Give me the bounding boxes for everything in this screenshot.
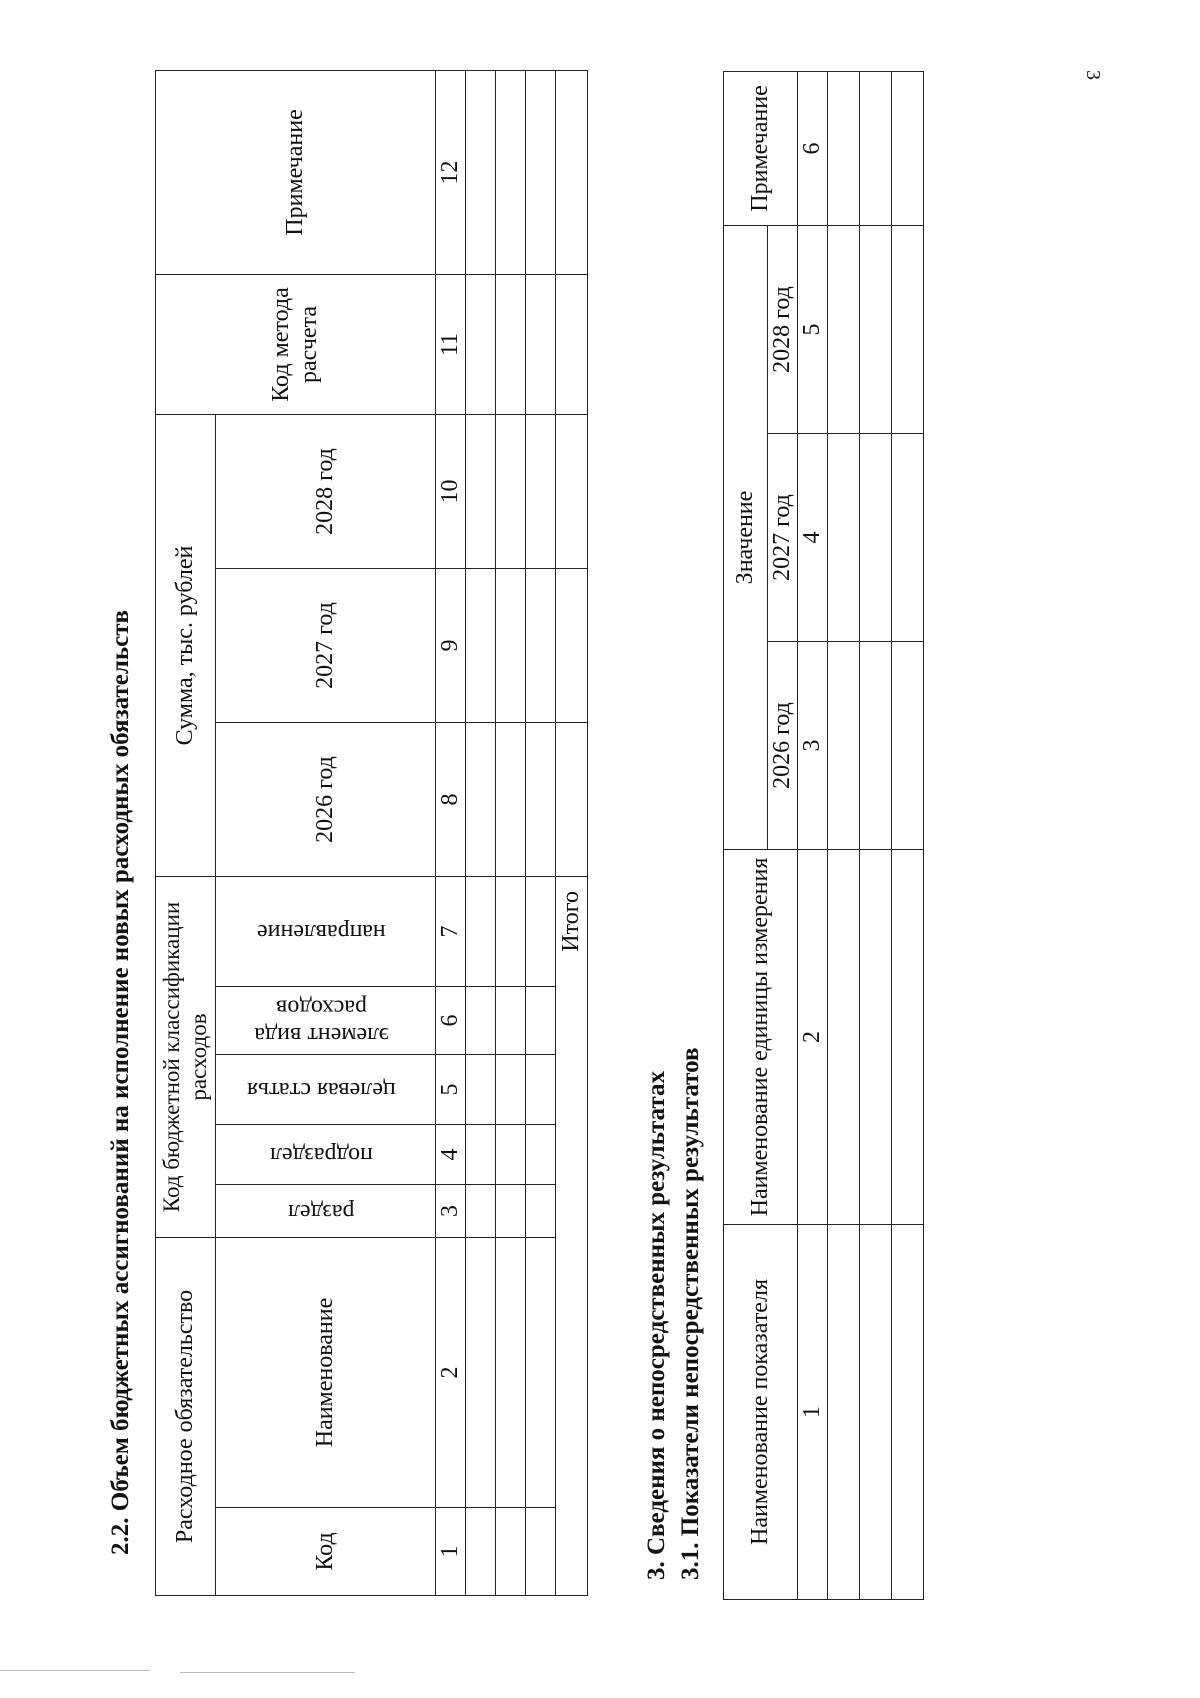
header-unit-name: Наименование единицы измерения [724,850,798,1225]
header-napravlenie [216,876,436,986]
column-number-row [798,71,828,1599]
table-row [860,71,892,1599]
header-razdel [216,1184,436,1237]
col-num: 2 [798,850,828,1225]
col-num: 1 [798,1225,828,1600]
header-element-vida [216,986,436,1054]
column-number-row [436,70,466,1595]
header-napravlenie-label: направление [257,919,387,946]
col-num: 10 [436,414,466,568]
col-num: 4 [798,434,828,642]
header-obligation-group: Расходное обязательство [156,1237,216,1595]
table-row [496,70,526,1595]
header-name: Наименование [216,1237,436,1507]
col-num: 7 [436,876,466,986]
header-2027: 2027 год [768,434,798,642]
col-num: 3 [798,642,828,850]
header-method-code: Код метода расчета [156,274,436,414]
budget-allocations-table [155,70,588,1596]
rotated-document [95,60,1015,1600]
col-num: 9 [436,568,466,722]
page-number: 3 [1082,70,1104,80]
col-num: 6 [436,986,466,1054]
scan-artifact-line [180,1672,355,1673]
header-2026: 2026 год [768,642,798,850]
table-row [466,70,496,1595]
header-note: Примечание [724,71,798,225]
header-sum-group: Сумма, тыс. рублей [156,414,216,876]
total-row [556,70,588,1595]
header-celevaya [216,1054,436,1124]
header-2026: 2026 год [216,722,436,876]
col-num: 6 [798,71,828,225]
table-row [526,70,556,1595]
table-row [828,71,860,1599]
section-3-1-subtitle: 3.1. Показатели непосредственных результатов [677,1047,704,1580]
header-bk-group: Код бюджетной классификации расходов [156,876,216,1237]
header-note: Примечание [156,70,436,274]
col-num: 11 [436,274,466,414]
table-row [892,71,924,1599]
header-celevaya-label: целевая статья [247,1077,397,1104]
direct-results-table [723,71,924,1600]
col-num: 1 [436,1508,466,1596]
col-num: 8 [436,722,466,876]
col-num: 4 [436,1124,466,1184]
header-value-group: Значение [724,225,768,849]
header-2028: 2028 год [216,414,436,568]
header-code: Код [216,1508,436,1596]
section-2-2-title: 2.2. Объем бюджетных ассигнований на исполнение новых расходных обязательств [107,610,134,1555]
header-2027: 2027 год [216,568,436,722]
total-label: Итого [556,876,588,1595]
header-indicator-name: Наименование показателя [724,1225,798,1600]
header-podrazdel-label: подраздел [270,1142,374,1169]
header-podrazdel [216,1124,436,1184]
col-num: 2 [436,1237,466,1507]
col-num: 12 [436,70,466,274]
col-num: 5 [436,1054,466,1124]
scan-artifact-line [0,1670,150,1671]
header-element-vida-label: элемент вида расходов [254,994,390,1049]
section-3-title: 3. Сведения о непосредственных результатах [643,1071,670,1580]
col-num: 3 [436,1184,466,1237]
header-razdel-label: раздел [288,1198,355,1225]
col-num: 5 [798,225,828,433]
header-2028: 2028 год [768,225,798,433]
